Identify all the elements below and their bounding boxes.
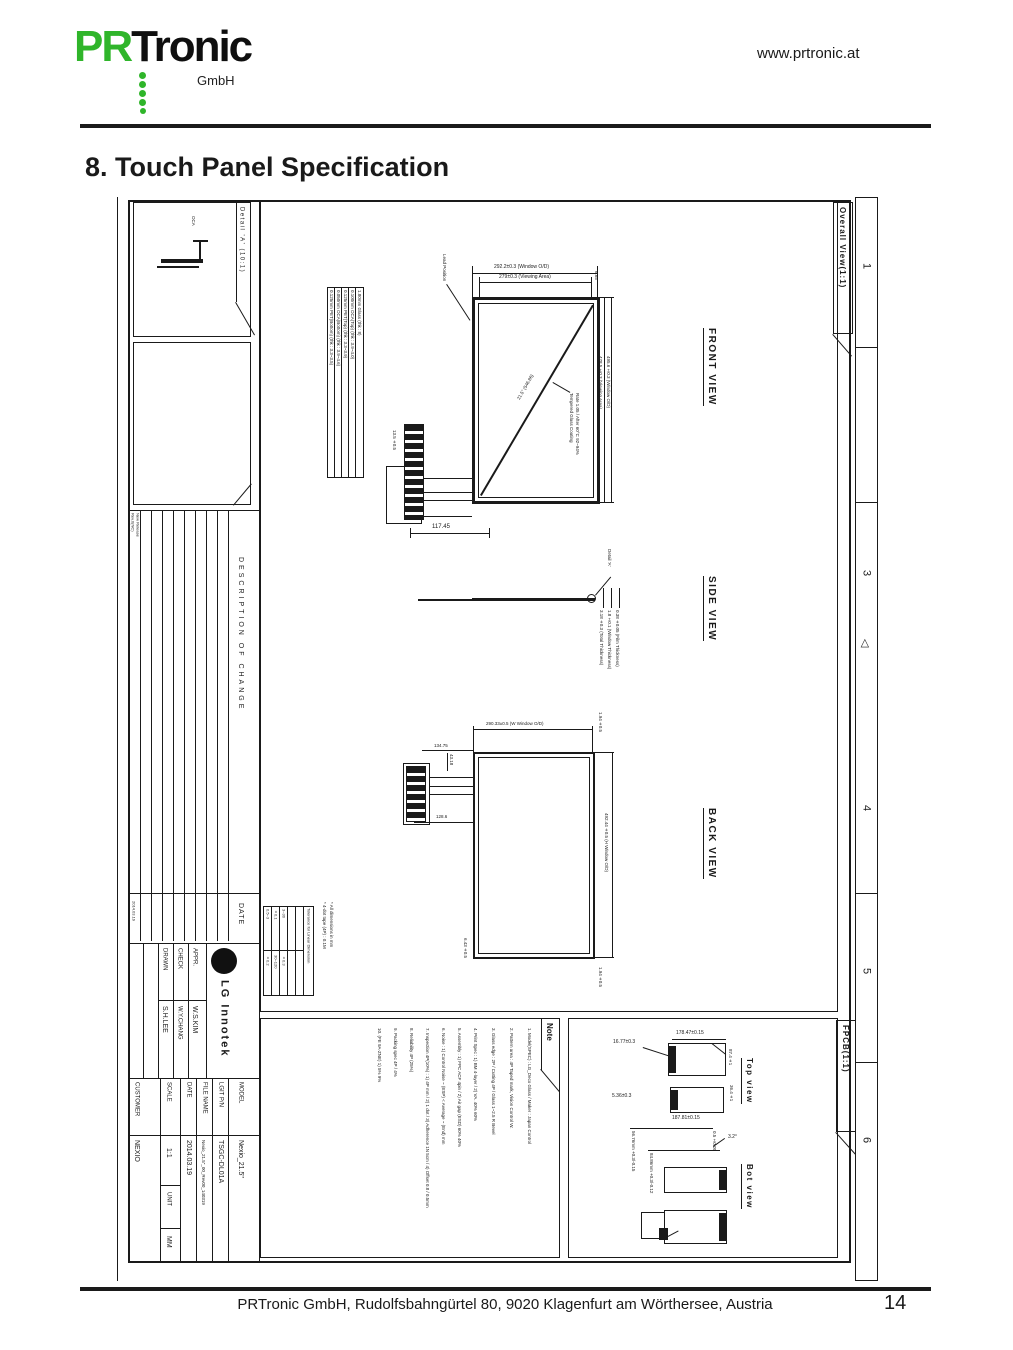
back-corner-dim3: 6.43±0.5 bbox=[463, 938, 469, 959]
stackup-row: 0.125mm PET(Bottom) (thk : 3.3~3.5) bbox=[329, 290, 335, 366]
revision-col-line bbox=[217, 511, 218, 941]
titleblock-line bbox=[128, 943, 259, 944]
flag-overall-view-label: Overall View(1:1) bbox=[837, 207, 847, 289]
back-view-label: BACK VIEW bbox=[703, 808, 717, 879]
fpcb-dim-t6: 36.4±1 bbox=[729, 1085, 735, 1102]
front-view-label: FRONT VIEW bbox=[703, 328, 717, 406]
note-line: 7. Inspection 4P(10%) : 1) 4P mm / 2) 1 dot / 3) Adherence 1N 5cm / 4) Offset 0.8 / 0.5mm bbox=[425, 1028, 431, 1208]
side-view-line-thin bbox=[418, 599, 474, 601]
pn-label: LGIT P/N bbox=[217, 1082, 224, 1107]
back-dim-d2: 43.18 bbox=[449, 754, 455, 766]
side-view-label: SIDE VIEW bbox=[703, 576, 717, 641]
tolerance-note2: * All dimensions in mm bbox=[329, 902, 335, 948]
front-dim-height-od: 495.6±0.3 (Window O/D) bbox=[606, 356, 612, 409]
titleblock-line bbox=[143, 943, 144, 1078]
titleblock-line bbox=[196, 1078, 197, 1263]
note-line: 9. Packing spec 4P / 4% bbox=[393, 1028, 399, 1077]
note-line: 1. Model(SPEC) : LG_Deco Glass / Maker : Japan Control bbox=[527, 1028, 533, 1145]
drawn-label: DRAWN bbox=[161, 948, 168, 971]
detail-a-line bbox=[199, 241, 201, 261]
strip-tick bbox=[855, 347, 878, 348]
scale-label: SCALE bbox=[165, 1082, 172, 1102]
strip-tick bbox=[855, 1280, 878, 1281]
website-link[interactable]: www.prtronic.at bbox=[757, 45, 860, 62]
border-number: 6 bbox=[860, 1137, 873, 1144]
flag-detail-a-label: Detail 'A' (10:1) bbox=[238, 207, 245, 274]
strip-tick bbox=[855, 502, 878, 503]
note-flag-label: Note bbox=[544, 1023, 554, 1041]
header-rule bbox=[80, 124, 931, 128]
tolerance-line bbox=[263, 950, 303, 951]
revision-description-header: DESCRIPTION OF CHANGE bbox=[236, 557, 244, 712]
back-view-inner-rect bbox=[478, 757, 590, 954]
spare-box bbox=[133, 342, 251, 505]
front-fpc-length-dim: 117.45 bbox=[432, 524, 450, 530]
fpcb-cap bbox=[670, 1090, 678, 1110]
dim-line bbox=[630, 1128, 713, 1129]
model-label: MODEL bbox=[237, 1082, 244, 1104]
ext-line bbox=[472, 266, 473, 297]
fpcb-dim-t3: 87.4±1 bbox=[728, 1049, 734, 1066]
titleblock-line bbox=[158, 943, 159, 1078]
revision-triangle-marker: △ bbox=[858, 636, 871, 649]
side-window-thickness: 1.8±0.1 (Window Thickness) bbox=[607, 610, 613, 670]
frame-line-left bbox=[117, 197, 118, 1281]
tolerance-cell: 30~120 bbox=[273, 955, 279, 969]
back-corner-dim2: 1.94±0.5 bbox=[598, 967, 604, 988]
stackup-col-line bbox=[341, 287, 342, 477]
flag-line bbox=[236, 202, 237, 302]
titleblock-line bbox=[160, 1185, 180, 1186]
company-name: LG Innotek bbox=[218, 980, 231, 1058]
logo-dot bbox=[140, 108, 146, 114]
fpcb-top-view-label: Top view bbox=[741, 1058, 753, 1104]
logo-dots bbox=[139, 70, 146, 114]
logo bbox=[74, 22, 251, 71]
fpc-line bbox=[424, 478, 472, 479]
flag-line bbox=[541, 1018, 542, 1070]
fpcb-dim-b1: 56.76mm +0.3/-0.15 bbox=[631, 1131, 637, 1172]
back-dim-width: 290.33±0.5 (W Window O/D) bbox=[486, 721, 544, 726]
note-line: 5. Assembly : 1) FPC ACF 4pin / 2) Air gap (ESD) 60% 40% bbox=[457, 1028, 463, 1148]
detail-a-oca-label: OCA bbox=[191, 216, 197, 226]
front-fpc-connector bbox=[404, 424, 424, 520]
ext-line bbox=[591, 277, 592, 299]
ext-line bbox=[447, 753, 448, 771]
back-corner-dim1: 1.94±0.5 bbox=[598, 712, 604, 733]
fpcb-cap bbox=[668, 1046, 676, 1073]
page-title: 8. Touch Panel Specification bbox=[85, 152, 450, 182]
ext-line bbox=[489, 528, 490, 538]
fpcb-cap bbox=[659, 1228, 668, 1240]
border-number: 5 bbox=[860, 968, 873, 975]
fpc-line bbox=[430, 777, 473, 778]
tolerance-cell: 0.5~3 bbox=[265, 909, 271, 920]
front-dim-window: 292.2±0.3 (Window O/D) bbox=[494, 264, 549, 270]
strip-line bbox=[877, 197, 878, 1281]
revision-table-top bbox=[128, 510, 259, 511]
border-number: 3 bbox=[860, 570, 873, 577]
note-line: 4. Print Spec : 1) BM 4-layer / 2) VA. 40% 60% bbox=[473, 1028, 479, 1121]
strip-tick bbox=[855, 1062, 878, 1063]
ext-line bbox=[603, 588, 604, 608]
border-number: 4 bbox=[860, 805, 873, 812]
flag-fpcb-label: FPCB(1:1) bbox=[840, 1025, 850, 1073]
fpcb-cap bbox=[719, 1213, 727, 1241]
note-line: 10. (FE 9A-ZNE) 1) 5% 9% bbox=[377, 1028, 383, 1083]
stackup-row: 0.050mm OCA(Bottom) (thk : 3.9~4.6) bbox=[336, 290, 342, 367]
fpc-line bbox=[424, 492, 472, 493]
back-dim-d1: 134.75 bbox=[434, 743, 448, 748]
fpcb-bot-view-label: Bot view bbox=[741, 1164, 753, 1209]
detail-a-line bbox=[161, 259, 203, 263]
ext-line bbox=[410, 528, 411, 538]
logo-dot bbox=[139, 99, 146, 106]
scale-value: 1:1 bbox=[164, 1148, 172, 1158]
titleblock-line bbox=[160, 1078, 161, 1263]
revision-col-line bbox=[195, 511, 196, 941]
page-number: 14 bbox=[884, 1292, 907, 1314]
tolerance-cell: ±0.1 bbox=[273, 909, 279, 920]
stackup-col-line bbox=[355, 287, 356, 477]
tolerance-note1: * 4-dot tape (4P) : 0.1M bbox=[322, 902, 328, 949]
fpcb-dim-t5: 187.81±0.15 bbox=[672, 1115, 700, 1121]
stackup-row: 0.100mm OCA(Top) (thk : 3.9~4.0) bbox=[350, 290, 356, 360]
titleblock-line bbox=[180, 1078, 181, 1263]
stackup-row: 1.80mm Glass (thk : 8) bbox=[357, 290, 363, 336]
check-label: CHECK bbox=[176, 948, 183, 970]
titleblock-line bbox=[158, 1000, 206, 1001]
tolerance-line bbox=[303, 906, 304, 995]
logo-tronic: Tronic bbox=[131, 22, 252, 71]
fpcb-top-shape2 bbox=[670, 1087, 724, 1113]
dim-line bbox=[422, 750, 473, 751]
note-line: 6. Noise : 1) Control Noise ~ (ESP) < Average ~ (End) mm bbox=[441, 1028, 447, 1145]
fpc-line bbox=[430, 794, 473, 795]
revision-col-line bbox=[228, 511, 229, 941]
front-coating-note: Tempered Glass Coating bbox=[569, 393, 575, 443]
front-coating-note2: Rate 1.05 / After 60°C 92~94% bbox=[575, 393, 581, 455]
unit-value: MM bbox=[164, 1236, 172, 1248]
titleblock-line bbox=[188, 943, 189, 1078]
front-diagonal-dim: 21.5" (546.86) bbox=[516, 373, 535, 401]
dim-line bbox=[479, 282, 592, 283]
drawn-value: S.H.LEE bbox=[160, 1006, 168, 1033]
fpc-line bbox=[430, 786, 473, 787]
titleblock-line bbox=[173, 943, 174, 1078]
titleblock-line bbox=[128, 1135, 259, 1136]
fpcb-angle-dim: 3.2° bbox=[728, 1134, 737, 1140]
revision-col-line bbox=[151, 511, 152, 941]
revision-rev-date: 2014.03.19 bbox=[131, 901, 137, 922]
revision-table-divider bbox=[128, 893, 259, 894]
fpcb-cap bbox=[719, 1170, 727, 1190]
ext-line bbox=[479, 277, 480, 299]
ext-line bbox=[619, 588, 620, 608]
fpcb-dim-b3: 0.5±0.05 bbox=[712, 1131, 718, 1152]
appr-value: W.S.KIM bbox=[190, 1006, 198, 1034]
dim-line bbox=[611, 297, 612, 503]
lg-logo-icon bbox=[211, 948, 237, 974]
titleblock-line bbox=[128, 1078, 259, 1079]
back-fpc-connector bbox=[406, 766, 426, 822]
dim-line bbox=[473, 729, 593, 730]
stackup-col-line bbox=[334, 287, 335, 477]
side-detail-a-ref: Detail 'A' bbox=[607, 549, 613, 567]
front-corner-dim: 6.65 bbox=[594, 271, 600, 280]
front-lead-position-label: Lead Position bbox=[442, 254, 448, 282]
titleblock-line bbox=[228, 1078, 229, 1263]
logo-dot bbox=[139, 90, 146, 97]
side-total-thickness: 3.18±0.3 (Total Thickness) bbox=[599, 610, 605, 666]
appr-label: APPR. bbox=[191, 948, 198, 967]
side-film-thickness: 0.38±0.05 (Film Thickness) bbox=[615, 610, 621, 667]
ext-line bbox=[611, 588, 612, 608]
note-line: 3. Glass edge : 2P / Cutting 4P / Glass 1~2.5 R Bevel bbox=[491, 1028, 497, 1135]
check-value: W.Y.CHANG bbox=[176, 1006, 183, 1040]
model-value: Nexio_21.5" bbox=[236, 1140, 244, 1178]
tolerance-cell: ±0.2 bbox=[265, 955, 271, 966]
front-dim-viewing: 279±0.3 (Viewing Area) bbox=[499, 274, 551, 280]
dim-line bbox=[414, 822, 473, 823]
dim-line bbox=[612, 752, 613, 958]
revision-col-line bbox=[206, 511, 207, 941]
date-label: DATE bbox=[185, 1082, 192, 1098]
logo-gmbh: GmbH bbox=[197, 73, 235, 88]
file-label: FILE NAME bbox=[201, 1082, 208, 1114]
back-dim-height: 492.44±0.5 (H Window O/D) bbox=[604, 813, 610, 873]
unit-label: UNIT bbox=[165, 1192, 172, 1206]
back-dim-d3: 128.6 bbox=[436, 814, 448, 819]
tolerance-cell: 3~30 bbox=[281, 909, 287, 919]
note-line: 8. Reliability 4P (25%) bbox=[409, 1028, 415, 1073]
strip-tick bbox=[855, 197, 878, 198]
revision-col-line bbox=[162, 511, 163, 941]
logo-pr: PR bbox=[74, 22, 132, 71]
note-line: 2. Pattern area : 4P Taped mark, Vision Control W. bbox=[509, 1028, 515, 1129]
revision-rev-text2: New Release bbox=[135, 513, 141, 537]
file-value: Nexio_21.5"_00_Rev00_140319 bbox=[201, 1140, 207, 1205]
revision-col-line bbox=[173, 511, 174, 941]
border-number: 1 bbox=[860, 263, 873, 270]
revision-date-header: DATE bbox=[236, 903, 244, 926]
titleblock-line bbox=[212, 1078, 213, 1263]
strip-tick bbox=[855, 893, 878, 894]
footer-rule bbox=[80, 1287, 931, 1291]
detail-a-line bbox=[157, 266, 199, 268]
logo-dot bbox=[139, 81, 146, 88]
titleblock-line bbox=[160, 1228, 180, 1229]
fpcb-dim-b2: 84.86mm +0.3/-0.12 bbox=[649, 1153, 655, 1194]
stackup-col-line bbox=[348, 287, 349, 477]
fpcb-bot-shape1 bbox=[664, 1167, 727, 1193]
tolerance-header: Tolerance for Linear Dimension bbox=[306, 908, 312, 964]
dim-line bbox=[604, 297, 605, 503]
customer-value: NEXIO bbox=[132, 1140, 140, 1162]
dim-line bbox=[672, 1039, 726, 1040]
footer-address: PRTronic GmbH, Rudolfsbahngürtel 80, 9020 Klagenfurt am Wörthersee, Austria bbox=[237, 1296, 773, 1313]
dim-line bbox=[648, 1150, 720, 1151]
revision-col-line bbox=[140, 511, 141, 941]
stackup-row: 0.125mm PET(Top) (thk : 3.3~3.9) bbox=[343, 290, 349, 359]
fpc-line bbox=[424, 500, 472, 501]
titleblock-line bbox=[206, 943, 207, 1078]
date-value: 2014.03.19 bbox=[184, 1140, 192, 1176]
fpc-line bbox=[424, 516, 472, 517]
fpcb-bot-shape2 bbox=[664, 1210, 727, 1244]
pn-value: TSGC-DL01A bbox=[216, 1140, 224, 1184]
tolerance-cell: ±0.3 bbox=[281, 955, 287, 966]
fpcb-dim-t2: 16.77±0.3 bbox=[613, 1039, 636, 1045]
fpcb-dim-t4: 5.36±0.3 bbox=[612, 1093, 632, 1099]
front-dim-height-va: 478.5±0.3 (Viewing Area) bbox=[598, 356, 604, 409]
dim-line bbox=[410, 533, 490, 534]
fpcb-dim-t1: 178.47±0.15 bbox=[676, 1030, 704, 1036]
logo-dot bbox=[139, 72, 146, 79]
revision-col-line bbox=[184, 511, 185, 941]
customer-label: CUSTOMER bbox=[133, 1082, 140, 1117]
front-fpc-width-dim: 13.5±0.5 bbox=[392, 430, 398, 451]
revision-rev-text: Rev.0(NC) bbox=[130, 513, 136, 532]
side-view-line-thick bbox=[472, 598, 595, 601]
